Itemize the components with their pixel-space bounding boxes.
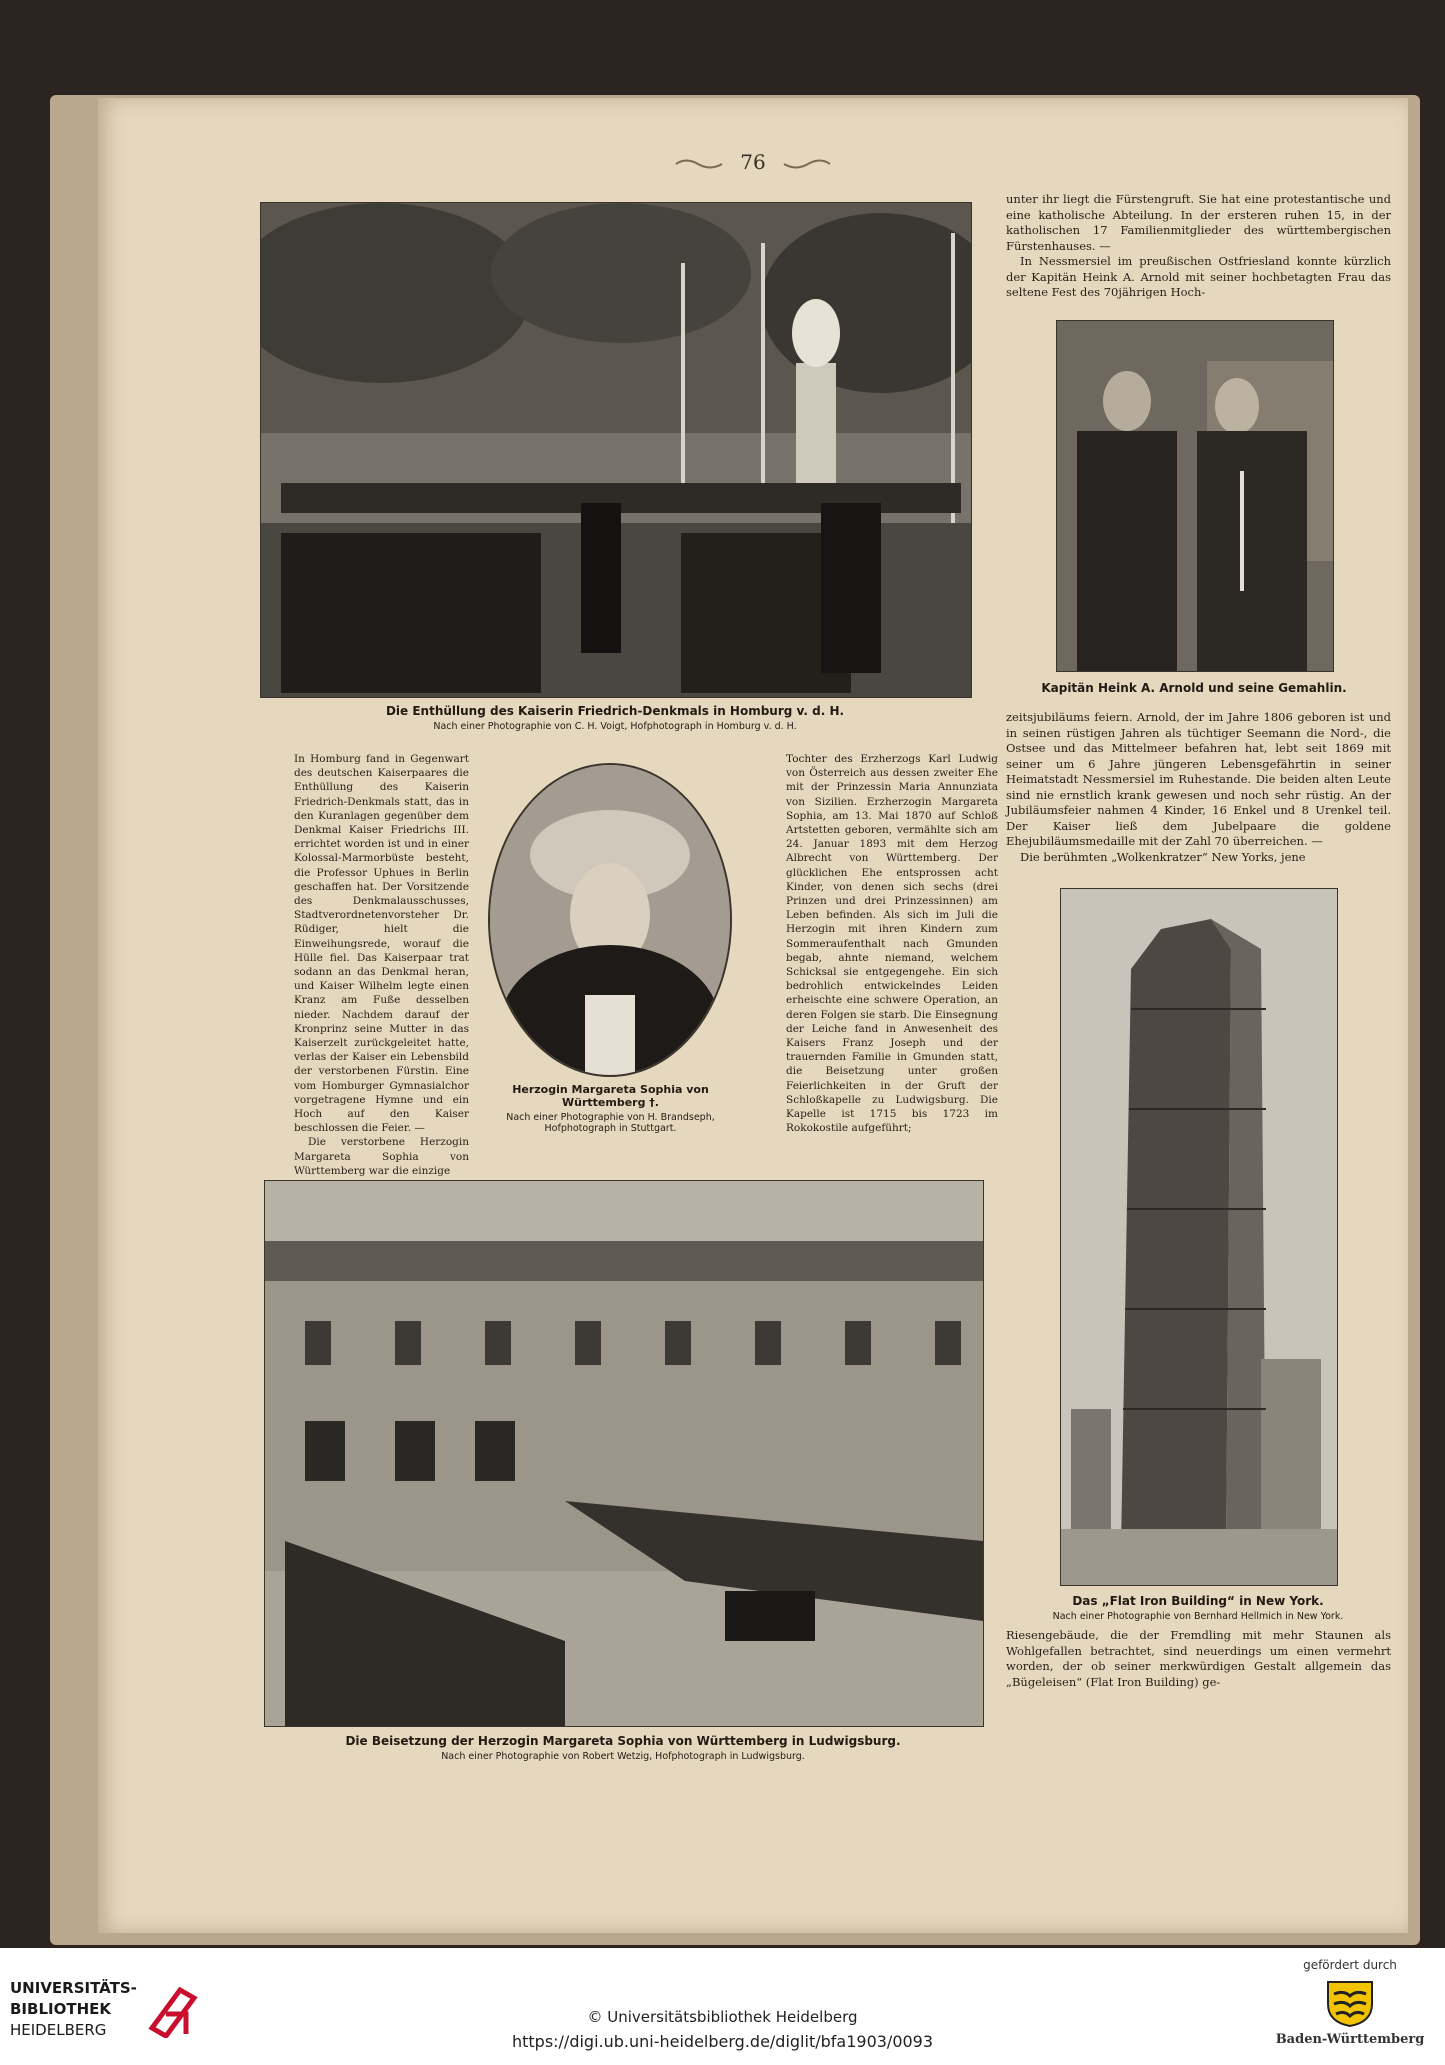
caption-monument-credit: Nach einer Photographie von C. H. Voigt, Hofphotograph in Homburg v. d. H. — [433, 721, 797, 732]
text-left-column — [294, 752, 469, 1178]
caption-flatiron-credit: Nach einer Photographie von Bernhard Hellmich in New York. — [1052, 1611, 1344, 1622]
palace-scene-illustration — [265, 1181, 983, 1726]
copyright-notice: © Universitätsbibliothek Heidelberg — [587, 2008, 858, 2026]
photo-flatiron-building — [1060, 888, 1338, 1586]
photo-monument-unveiling — [260, 202, 972, 698]
caption-duchess — [478, 1083, 743, 1134]
photo-duchess-portrait — [488, 763, 732, 1077]
caption-duchess-title: Herzogin Margareta Sophia von Württemberg †. — [512, 1083, 709, 1109]
text-right-mid-p2: Die berühmten „Wolkenkratzer“ New Yorks, jene — [1020, 849, 1306, 864]
text-right-bottom — [1006, 1628, 1391, 1690]
text-middle-column — [786, 752, 998, 1135]
text-middle-p1: Tochter des Erzherzogs Karl Ludwig von Österreich aus dessen zweiter Ehe mit der Prinzessin Maria Annunziata von Sizilien. Erzherzogin Margareta Sophia, am 13. Mai 1870 auf Schloß Artstetten geboren, vermählte sich am 24. Januar 1893 mit dem Herzog Albrecht von Württemberg. Der glücklichen Ehe entsprossen acht Kinder, von denen sich sechs (drei Prinzen und drei Prinzessinnen) am Leben befinden. Als sich im Juli die Herzogin mit ihren Kindern zum Sommeraufenthalt nach Gmunden begab, ahnte niemand, welchem Schicksal sie entgegengehe. Ein sich bedrohlich entwickelndes Leiden erheischte eine schwere Operation, an deren Folgen sie starb. Die Einsegnung der Leiche fand in Anwesenheit des Kaisers Franz Joseph und der trauernden Familie in Gmunden statt, die Beisetzung unter großen Feierlichkeiten in der Gruft der Schloßkapelle zu Ludwigsburg. Die Kapelle ist 1715 bis 1723 im Rokokostile aufgeführt; — [786, 753, 998, 1135]
library-name-line-2: BIBLIOTHEK — [10, 2000, 111, 2018]
sponsor-label: gefördert durch — [1303, 1958, 1397, 1972]
caption-monument — [260, 704, 970, 732]
caption-duchess-credit-2: Hofphotograph in Stuttgart. — [544, 1123, 677, 1134]
text-right-mid — [1006, 710, 1391, 865]
monument-scene-illustration — [261, 203, 971, 697]
ornament-left-icon — [674, 157, 724, 171]
sponsor-block[interactable] — [1275, 1958, 1425, 2047]
library-logo[interactable] — [10, 1970, 210, 2040]
caption-flatiron-title: Das „Flat Iron Building“ in New York. — [1072, 1594, 1324, 1608]
ornament-right-icon — [782, 157, 832, 171]
page-number-header — [98, 150, 1408, 174]
text-left-p1: In Homburg fand in Gegenwart des deutschen Kaiserpaares die Enthüllung des Kaiserin Friedrich-Denkmals statt, das in den Kuranlagen gegenüber dem Denkmal Kaiser Friedrichs III. errichtet worden ist und in einer Kolossal-Marmorbüste besteht, die Professor Uphues in Berlin geschaffen hat. Der Vorsitzende des Denkmalausschusses, Stadtverordnetenvorsteher Dr. Rüdiger, hielt die Einweihungsrede, worauf die Hülle fiel. Das Kaiserpaar trat sodann an das Denkmal heran, und Kaiser Wilhelm legte einen Kranz am Fuße desselben nieder. Nachdem darauf der Kronprinz seine Mutter in das Kaiserzelt zurückgeleitet hatte, verlas der Kaiser ein Lebensbild der verstorbenen Fürstin. Eine vom Homburger Gymnasialchor vorgetragene Hymne und ein Hoch auf den Kaiser beschlossen die Feier. — — [294, 753, 469, 1135]
caption-duchess-credit-1: Nach einer Photographie von H. Brandseph, — [506, 1112, 715, 1123]
text-right-top-p2: In Nessmersiel im preußischen Ostfriesland konnte kürzlich der Kapitän Heink A. Arnold mit seiner hochbetagten Frau das seltene Fest des 70jährigen Hoch- — [1006, 254, 1391, 299]
permalink-url[interactable]: https://digi.ub.uni-heidelberg.de/diglit/bfa1903/0093 — [511, 2032, 934, 2051]
text-left-p2: Die verstorbene Herzogin Margareta Sophia von Württemberg war die einzige — [294, 1136, 469, 1177]
couple-portrait-illustration — [1057, 321, 1333, 671]
state-coat-of-arms-icon — [1322, 1978, 1378, 2028]
photo-captain-couple — [1056, 320, 1334, 672]
caption-flatiron — [1038, 1594, 1358, 1622]
footer-bar — [0, 1948, 1445, 2065]
caption-monument-title: Die Enthüllung des Kaiserin Friedrich-Denkmals in Homburg v. d. H. — [385, 704, 845, 718]
text-right-mid-p1: zeitsjubiläums feiern. Arnold, der im Jahre 1806 geboren ist und in seinen rüstigen Jahren als tüchtiger Seemann die Nord-, die Ostsee und das Mittelmeer befahren hat, lebt seit 1869 mit seiner um 6 Jahre jüngeren Lebensgefährtin in seiner Heimatstadt Nessmersiel im Ruhestande. Die beiden alten Leute sind nie ernstlich krank gewesen und noch sehr rüstig. An der Jubiläumsfeier nahmen 4 Kinder, 16 Enkel und 8 Urenkel teil. Der Kaiser ließ dem Jubelpaare die goldene Ehejubiläumsmedaille mit der Zahl 70 überreichen. — — [1006, 710, 1391, 848]
flatiron-illustration — [1061, 889, 1337, 1585]
library-name-line-1: UNIVERSITÄTS- — [10, 1979, 137, 1997]
caption-couple — [1038, 681, 1350, 695]
library-name-line-3: HEIDELBERG — [10, 2021, 107, 2039]
caption-funeral-credit: Nach einer Photographie von Robert Wetzig, Hofphotograph in Ludwigsburg. — [441, 1751, 805, 1762]
newspaper-page — [98, 98, 1408, 1933]
caption-funeral — [264, 1734, 982, 1762]
duchess-portrait-illustration — [490, 765, 730, 1075]
caption-couple-title: Kapitän Heink A. Arnold und seine Gemahlin. — [1041, 681, 1347, 695]
photo-funeral-ludwigsburg — [264, 1180, 984, 1727]
page-number: 76 — [740, 150, 766, 174]
caption-funeral-title: Die Beisetzung der Herzogin Margareta Sophia von Württemberg in Ludwigsburg. — [345, 1734, 901, 1748]
text-right-bottom-p1: Riesengebäude, die der Fremdling mit mehr Staunen als Wohlgefallen betrachtet, sind neuerdings um einen vermehrt worden, der ob seiner merkwürdigen Gestalt allgemein das „Bügeleisen“ (Flat Iron Building) ge- — [1006, 1628, 1391, 1689]
sponsor-name: Baden-Württemberg — [1275, 2032, 1425, 2047]
text-right-top-p1: unter ihr liegt die Fürstengruft. Sie hat eine protestantische und eine katholische Abteilung. In der ersteren ruhen 15, in der katholischen 17 Familienmitglieder des württembergischen Fürstenhauses. — — [1006, 192, 1391, 253]
text-right-top — [1006, 192, 1391, 301]
